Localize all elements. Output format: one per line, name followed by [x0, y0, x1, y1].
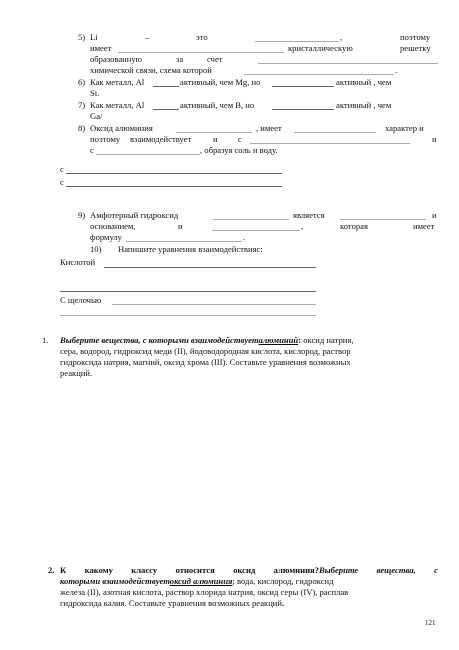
answer-line [60, 315, 316, 316]
task-2-line-2 [60, 576, 438, 587]
item-8-number: 8) [78, 123, 86, 133]
item-5-poetomu: поэтому [400, 32, 431, 42]
task-2-heading-end: которыми взаимодействует [60, 576, 170, 586]
item-8-poetomu: поэтому [90, 134, 121, 144]
blank-line [213, 219, 289, 220]
task-1-line-3: гидроксида натрия, магний, оксид хрома (III). Составьте уравнения возможных [60, 357, 351, 367]
task-2-dot: . [282, 598, 285, 608]
item-6-text-c: активный , чем [336, 77, 392, 87]
item-9-imeet: имеет [413, 221, 435, 231]
blank-line [126, 241, 242, 242]
item-7-ga: Ga/ [90, 111, 103, 121]
item-5-dash: – [145, 32, 150, 42]
item-9-text-a: Амфотерный гидроксид [90, 210, 179, 220]
blank-line [258, 63, 438, 64]
item-5-schet: счет [207, 54, 223, 64]
task-1-colon: : [298, 335, 302, 345]
blank-line [153, 109, 179, 110]
item-5-dot: . [395, 65, 398, 75]
blank-line [176, 132, 252, 133]
blank-line [250, 143, 410, 144]
task-2-reagents-start: ; вода, кислород, гидроксид [232, 576, 334, 586]
item-9-text-b: является [293, 210, 325, 220]
task-2-line-1 [60, 565, 438, 576]
item-5-za: за [176, 54, 184, 64]
blank-line [153, 86, 179, 87]
blank-line [118, 52, 284, 53]
task-2-instruction: гидроксида калия. Составьте уравнения возможных реакций [60, 598, 282, 608]
answer-line [66, 173, 282, 174]
item-9-dot: . [243, 232, 246, 242]
item-8-text-c: характер и [385, 123, 424, 133]
item-9-i: и [178, 221, 183, 231]
item-6-number: 6) [78, 77, 86, 87]
task-2-subject: оксид алюминия [169, 576, 233, 586]
item-9-comma: , [301, 221, 304, 231]
item-10-number: 10) [90, 244, 102, 254]
task-1-line-2: сера, водород, гидроксид меди (II), йодоводородная кислота, кислород, раствор [60, 346, 351, 356]
s-line-2-label: с [60, 177, 64, 187]
item-10-text: Напишите уравнения взаимодействияс: [118, 244, 263, 254]
item-5-comma: , [340, 32, 343, 42]
item-5-li: Li [90, 32, 98, 42]
item-5-chem-bond: химической связи, схема которой [90, 65, 212, 75]
task-1-number: 1. [42, 335, 49, 345]
task-1-reagents-start: оксид натрия, [301, 335, 354, 345]
task-1-subject: алюминий [258, 335, 299, 345]
item-8-text-a: Оксид алюминия [90, 123, 153, 133]
s-line-1-label: с [60, 164, 64, 174]
item-9-kotoraya: которая [340, 221, 368, 231]
task-1-line-4: реакций. [60, 368, 93, 378]
page-number: 121 [425, 619, 436, 627]
task-2-heading-start: Выберите вещества, с [318, 565, 438, 575]
task-2-line-4 [60, 598, 284, 609]
item-5-eto: это [196, 32, 208, 42]
task-2-line-3: железа (II), азотная кислота, раствор хлорида натрия, оксид серы (IV), расплав [60, 587, 349, 597]
item-5-imeet: имеет [90, 43, 112, 53]
item-6-si: Si. [90, 88, 100, 98]
blank-line [294, 132, 376, 133]
item-8-text-b: , имеет [256, 123, 282, 133]
blank-line [96, 154, 200, 155]
task-1-heading: Выберите вещества, с которыми взаимодействует [60, 335, 259, 345]
blank-line [244, 74, 394, 75]
item-5-number: 5) [78, 32, 86, 42]
item-8-vzaim: взаимодействует [130, 134, 192, 144]
item-8-s2: с [90, 145, 94, 155]
blank-line [340, 219, 426, 220]
item-7-text-c: активный , чем [336, 100, 392, 110]
answer-line [60, 291, 316, 292]
item-8-s: с [238, 134, 242, 144]
task-2-number: 2. [48, 565, 55, 575]
item-5-crystal: кристаллическую [288, 43, 353, 53]
task-2-question: К какому классу относится оксид алюминия? [60, 565, 319, 575]
item-8-i2: и [432, 134, 437, 144]
blank-line [255, 41, 339, 42]
item-9-text-c: и [432, 210, 437, 220]
blank-line [272, 109, 334, 110]
item-8-sol: , образуя соль и воду. [200, 145, 278, 155]
item-6-text-b: активный, чем Mg, но [180, 77, 261, 87]
item-9-formulu: формулу [90, 232, 122, 242]
item-6-text-a: Как металл, Al [90, 77, 145, 87]
acid-label: Кислотой [60, 257, 96, 267]
alkali-label: С щелочью [60, 295, 102, 305]
answer-line [66, 186, 282, 187]
item-9-number: 9) [78, 210, 86, 220]
item-9-osnov: основанием, [90, 221, 136, 231]
item-7-number: 7) [78, 100, 86, 110]
blank-line [272, 86, 334, 87]
item-7-text-b: активный, чем B, но [180, 100, 255, 110]
task-1-line-1 [60, 335, 438, 346]
item-5-reshetku: решетку [400, 43, 431, 53]
item-5-obraz: образованную [90, 54, 143, 64]
answer-line [112, 304, 316, 305]
answer-line [104, 267, 316, 268]
item-7-text-a: Как металл, Al [90, 100, 145, 110]
blank-line [212, 230, 300, 231]
item-8-i: и [213, 134, 218, 144]
